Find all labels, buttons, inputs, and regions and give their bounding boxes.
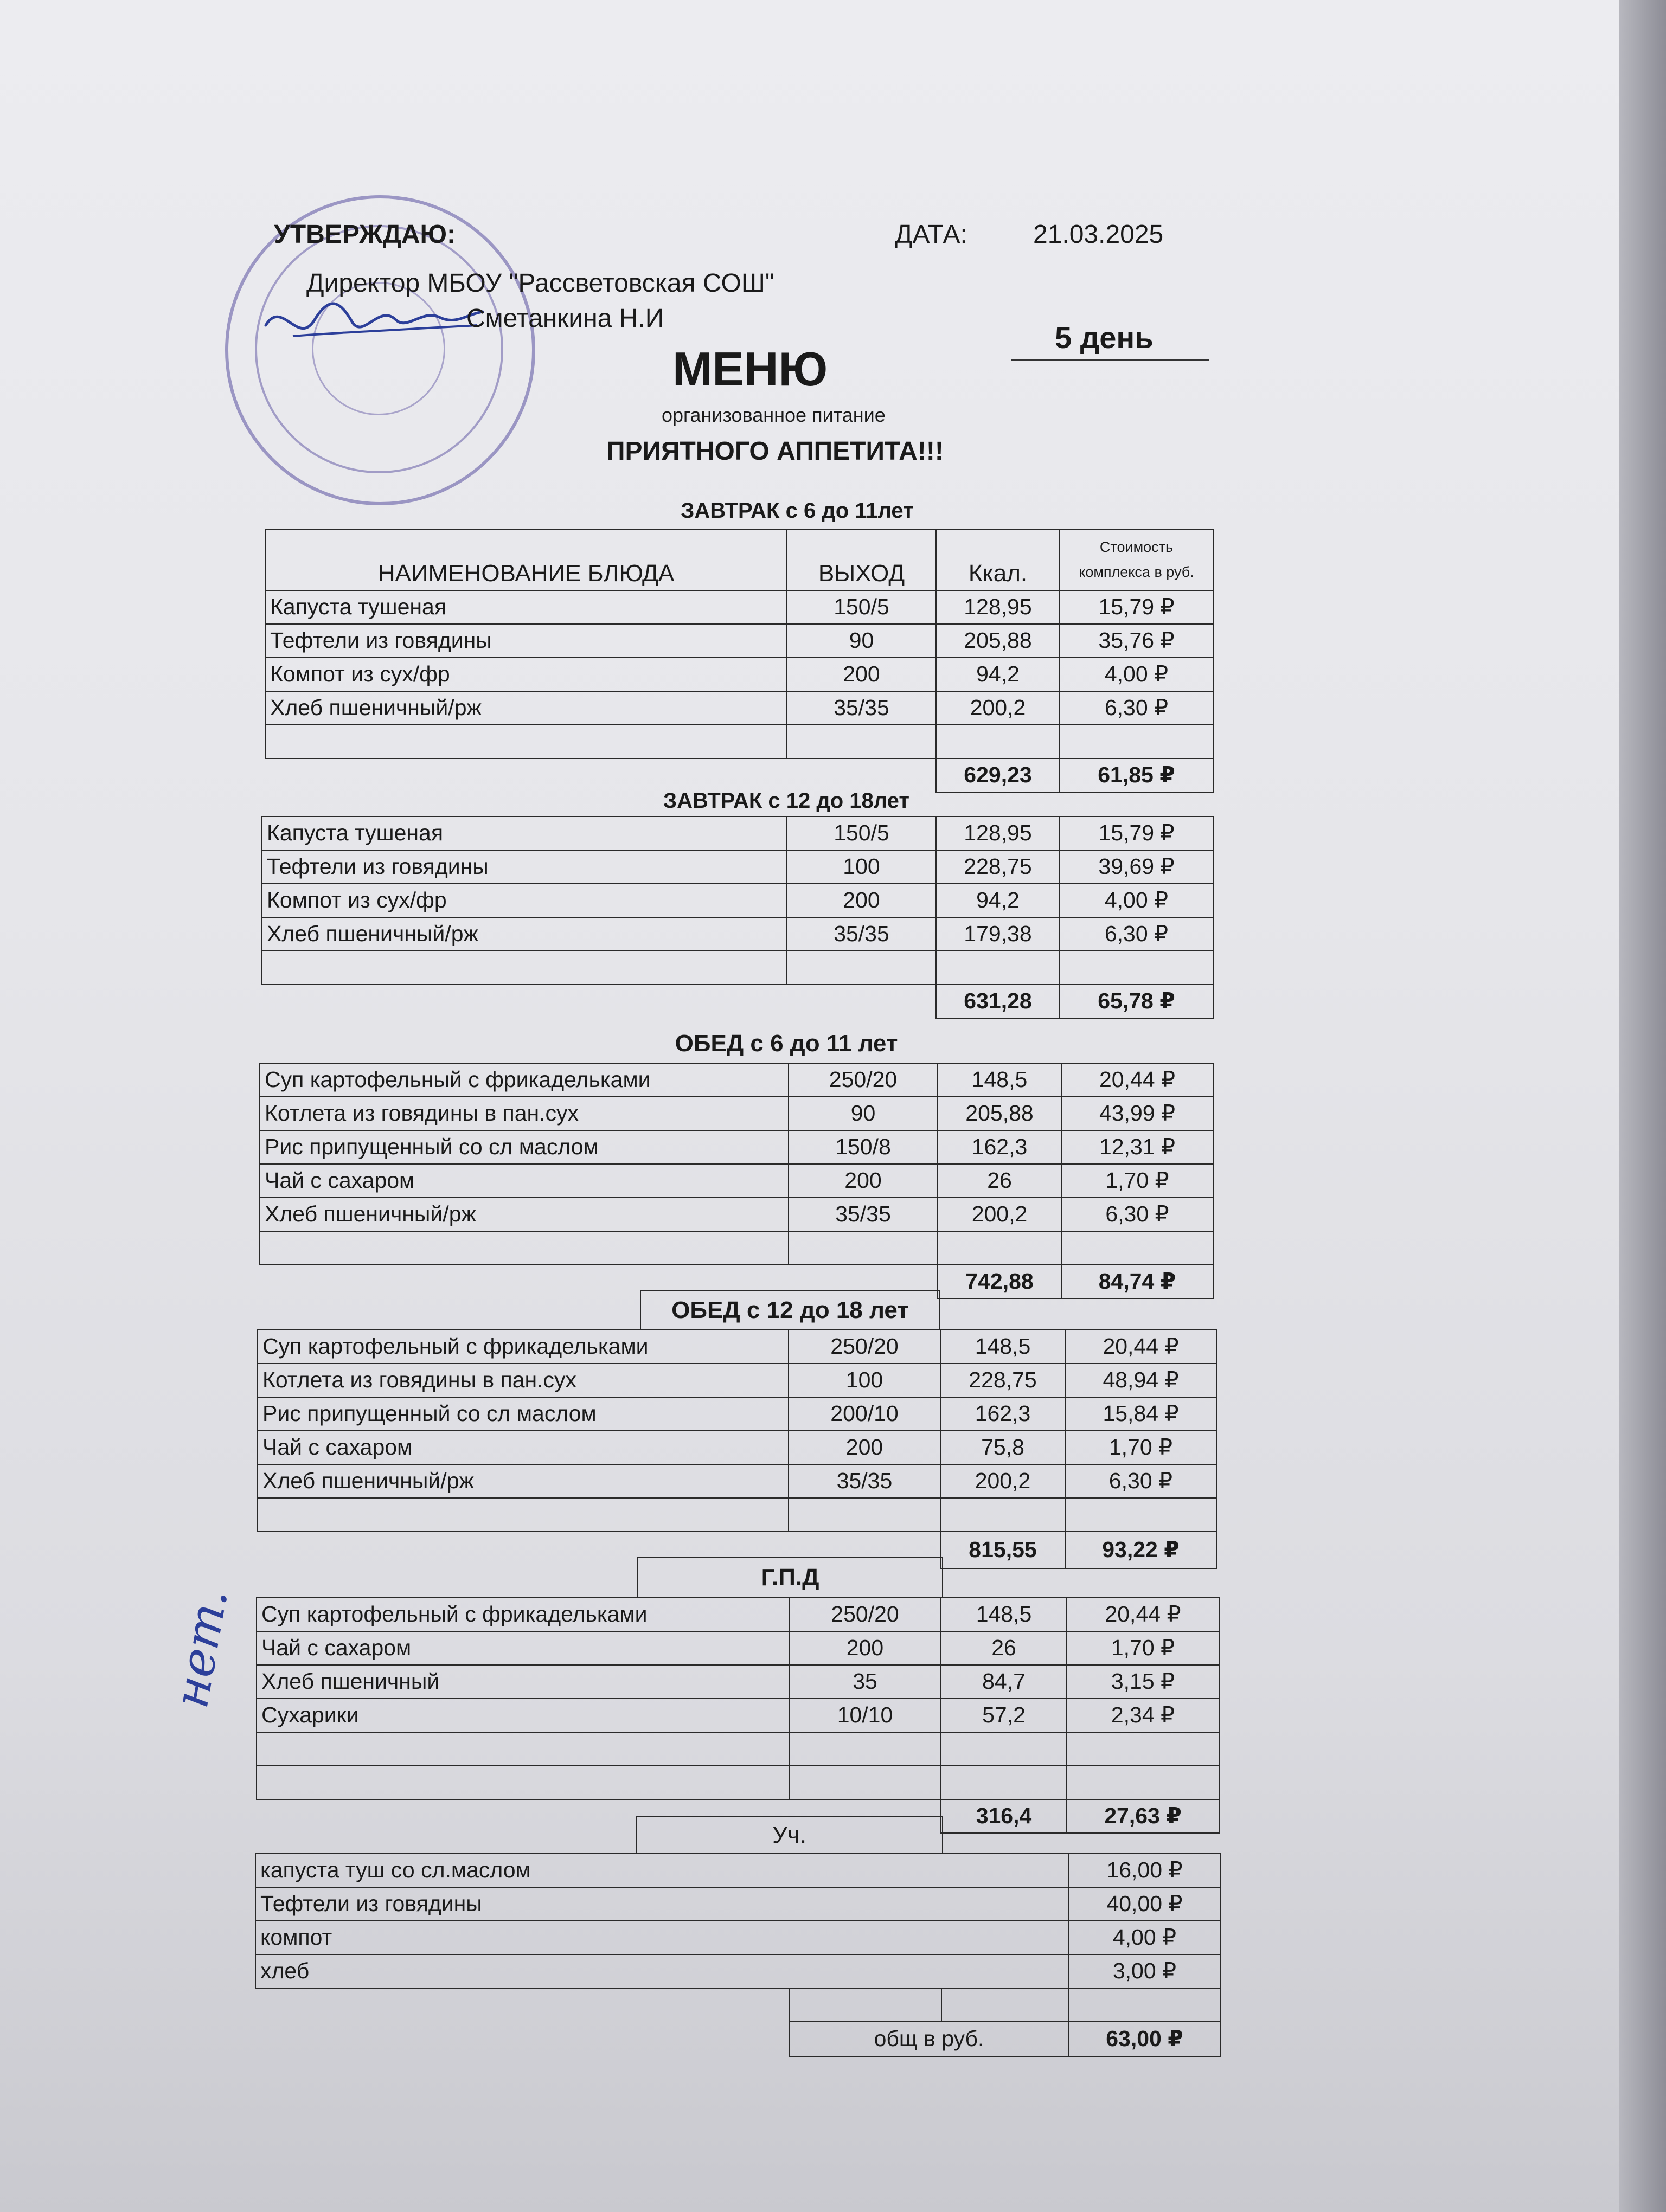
table-row: Капуста тушеная 150/5 128,95 15,79 ₽ (262, 816, 1213, 850)
empty-row (255, 1988, 1221, 2022)
table-row: Хлеб пшеничный/рж 35/35 200,2 6,30 ₽ (258, 1464, 1216, 1498)
total-row: 815,55 93,22 ₽ (258, 1532, 1216, 1568)
column-header-output: ВЫХОД (787, 529, 936, 590)
table-row: Сухарики 10/10 57,2 2,34 ₽ (257, 1699, 1219, 1732)
page-title: МЕНЮ (672, 342, 828, 396)
page-subtitle: организованное питание (662, 404, 886, 426)
table-row: Рис припущенный со сл маслом 150/8 162,3 12,31 ₽ (260, 1130, 1213, 1164)
empty-row (260, 1231, 1213, 1265)
table-row: Тефтели из говядины 40,00 ₽ (255, 1887, 1221, 1921)
greeting: ПРИЯТНОГО АППЕТИТА!!! (606, 437, 944, 466)
total-row: общ в руб. 63,00 ₽ (255, 2022, 1221, 2056)
empty-row (258, 1498, 1216, 1532)
section-title: ОБЕД с 6 до 11 лет (675, 1030, 898, 1057)
menu-table-lunch-senior (257, 1329, 1217, 1569)
column-header-cost: Стоимость комплекса в руб. (1060, 529, 1213, 590)
table-row: Чай с сахаром 200 26 1,70 ₽ (260, 1164, 1213, 1198)
empty-row (257, 1766, 1219, 1799)
menu-table-extended-day (256, 1597, 1220, 1834)
total-row: 631,28 65,78 ₽ (262, 985, 1213, 1018)
section-title: ЗАВТРАК с 6 до 11лет (681, 499, 914, 523)
table-row: Хлеб пшеничный/рж 35/35 200,2 6,30 ₽ (260, 1198, 1213, 1231)
table-row: Хлеб пшеничный/рж 35/35 179,38 6,30 ₽ (262, 917, 1213, 951)
table-row: капуста туш со сл.маслом 16,00 ₽ (255, 1854, 1221, 1887)
table-row: Рис припущенный со сл маслом 200/10 162,3 15,84 ₽ (258, 1397, 1216, 1431)
table-row: Компот из сух/фр 200 94,2 4,00 ₽ (262, 884, 1213, 917)
section-title: Г.П.Д (637, 1557, 943, 1598)
date-value: 21.03.2025 (1033, 220, 1164, 249)
table-row: Котлета из говядины в пан.сух 90 205,88 43,99 ₽ (260, 1097, 1213, 1130)
section-title: ОБЕД с 12 до 18 лет (640, 1290, 940, 1330)
director-name: Сметанкина Н.И (466, 304, 664, 333)
day-underline (1011, 359, 1209, 361)
menu-table-lunch-junior (259, 1063, 1214, 1299)
column-header-name: НАИМЕНОВАНИЕ БЛЮДА (265, 529, 787, 590)
menu-table-breakfast-junior (265, 529, 1214, 793)
table-row: Тефтели из говядины 90 205,88 35,76 ₽ (265, 624, 1213, 658)
total-row: 316,4 27,63 ₽ (257, 1799, 1219, 1833)
table-row: Хлеб пшеничный/рж 35/35 200,2 6,30 ₽ (265, 691, 1213, 725)
table-surface (1619, 0, 1666, 2212)
column-header-kcal: Ккал. (936, 529, 1060, 590)
handwritten-note: нет. (163, 1584, 239, 1712)
table-row: Чай с сахаром 200 26 1,70 ₽ (257, 1631, 1219, 1665)
table-row: Суп картофельный с фрикадельками 250/20 148,5 20,44 ₽ (260, 1063, 1213, 1097)
section-title-staff: Уч. (636, 1816, 943, 1854)
empty-row (262, 951, 1213, 985)
table-row: Компот из сух/фр 200 94,2 4,00 ₽ (265, 658, 1213, 691)
table-row: Хлеб пшеничный 35 84,7 3,15 ₽ (257, 1665, 1219, 1699)
day-label: 5 день (1055, 320, 1154, 355)
empty-row (257, 1732, 1219, 1766)
table-row: Тефтели из говядины 100 228,75 39,69 ₽ (262, 850, 1213, 884)
total-row: 742,88 84,74 ₽ (260, 1265, 1213, 1298)
menu-table-breakfast-senior (261, 816, 1214, 1019)
empty-row (265, 725, 1213, 758)
date-label: ДАТА: (895, 220, 967, 249)
menu-table-staff (255, 1853, 1221, 2057)
total-row: 629,23 61,85 ₽ (265, 758, 1213, 792)
table-row: Суп картофельный с фрикадельками 250/20 148,5 20,44 ₽ (258, 1330, 1216, 1364)
table-row: компот 4,00 ₽ (255, 1921, 1221, 1954)
table-row: хлеб 3,00 ₽ (255, 1954, 1221, 1988)
table-row: Чай с сахаром 200 75,8 1,70 ₽ (258, 1431, 1216, 1464)
section-title: ЗАВТРАК с 12 до 18лет (663, 789, 909, 813)
table-row: Суп картофельный с фрикадельками 250/20 148,5 20,44 ₽ (257, 1598, 1219, 1631)
table-row: Капуста тушеная 150/5 128,95 15,79 ₽ (265, 590, 1213, 624)
director-title: Директор МБОУ "Рассветовская СОШ" (306, 269, 774, 298)
approve-label: УТВЕРЖДАЮ: (274, 220, 456, 249)
table-row: Котлета из говядины в пан.сух 100 228,75 48,94 ₽ (258, 1364, 1216, 1397)
